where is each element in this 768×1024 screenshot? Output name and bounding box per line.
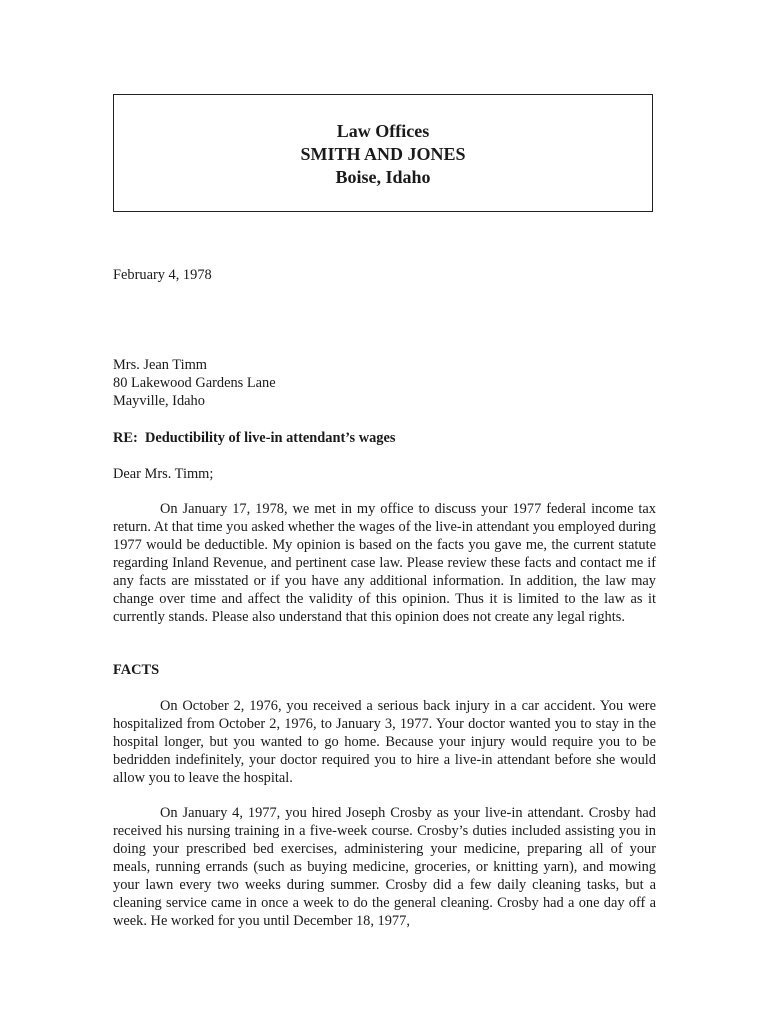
letter-date: February 4, 1978 [113,267,212,283]
facts-paragraph-1: On October 2, 1976, you received a serious back injury in a car accident. You were hospitalized from October 2, 1976, to January 3, 1977. Your doctor wanted you to stay in the hospital longer, but you wanted to go home. Because your injury would require you to be bedridden indefinitely, your doctor required you to hire a live-in attendant before she would allow you to leave the hospital. [113,698,656,786]
salutation: Dear Mrs. Timm; [113,466,214,482]
letterhead-line-law-offices: Law Offices [336,121,430,141]
recipient-address [113,356,656,410]
letterhead-box [113,94,653,212]
recipient-city: Mayville, Idaho [113,393,205,409]
letterhead-location: Boise, Idaho [335,167,431,187]
recipient-street: 80 Lakewood Gardens Lane [113,375,276,391]
recipient-name: Mrs. Jean Timm [113,357,207,373]
intro-paragraph: On January 17, 1978, we met in my office to discuss your 1977 federal income tax return. At that time you asked whether the wages of the live-in attendant you employed during 1977 would be deductible. My opinion is based on the facts you gave me, the current statute regarding Inland Revenue, and pertinent case law. Please review these facts and contact me if any facts are misstated or if you have any additional information. In addition, the law may change over time and affect the validity of this opinion. Thus it is limited to the law as it currently stands. Please also understand that this opinion does not create any legal rights. [113,501,656,625]
letterhead-firm-name: SMITH AND JONES [300,144,466,164]
facts-heading: FACTS [113,662,160,678]
facts-paragraph-2: On January 4, 1977, you hired Joseph Crosby as your live-in attendant. Crosby had received his nursing training in a five-week course. Crosby’s duties included assisting you in doing your prescribed bed exercises, administering your medicine, preparing all of your meals, running errands (such as buying medicine, groceries, or knitting yarn), and mowing your lawn every two weeks during summer. Crosby did a few daily cleaning tasks, but a cleaning service came in once a week to do the general cleaning. Crosby had a one day off a week. He worked for you until December 18, 1977, [113,805,656,929]
subject-line: RE: Deductibility of live-in attendant’s wages [113,430,396,446]
